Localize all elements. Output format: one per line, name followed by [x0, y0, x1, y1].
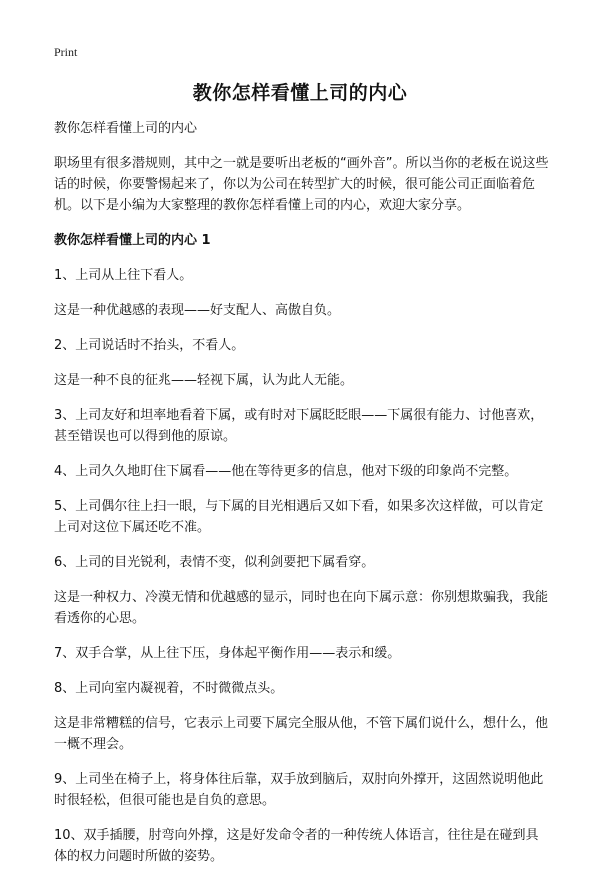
- subtitle: 教你怎样看懂上司的内心: [54, 121, 198, 136]
- paragraph: 1、上司从上往下看人。: [54, 268, 193, 283]
- paragraph: 5、上司偶尔往上扫一眼，与下属的目光相遇后又如下看，如果多次这样做，可以肯定上司对这位下属还吃不准。: [54, 499, 544, 535]
- paragraph: 2、上司说话时不抬头，不看人。: [54, 338, 245, 353]
- paragraph: 6、上司的目光锐利，表情不变，似利剑要把下属看穿。: [54, 555, 375, 570]
- paragraph: 这是一种优越感的表现——好支配人、高傲自负。: [54, 303, 341, 318]
- section-heading: 教你怎样看懂上司的内心 1: [54, 233, 211, 248]
- paragraph: 这是一种权力、冷漠无情和优越感的显示，同时也在向下属示意：你别想欺骗我，我能看透你的心思。: [54, 590, 549, 626]
- paragraph: 10、双手插腰，肘弯向外撑，这是好发命令者的一种传统人体语言，往往是在碰到具体的权力问题时所做的姿势。: [54, 828, 539, 864]
- print-label: Print: [54, 45, 78, 59]
- paragraph: 8、上司向室内凝视着，不时微微点头。: [54, 681, 284, 696]
- document-title: 教你怎样看懂上司的内心: [192, 82, 408, 104]
- paragraph: 3、上司友好和坦率地看着下属，或有时对下属眨眨眼——下属很有能力、讨他喜欢，甚至错误也可以得到他的原谅。: [54, 408, 544, 444]
- paragraph: 9、上司坐在椅子上，将身体往后靠，双手放到脑后，双肘向外撑开，这固然说明他此时很轻松，但很可能也是自负的意思。: [54, 772, 544, 808]
- paragraph: 这是非常糟糕的信号，它表示上司要下属完全服从他，不管下属们说什么，想什么，他一概不理会。: [54, 716, 549, 752]
- paragraph: 这是一种不良的征兆——轻视下属，认为此人无能。: [54, 373, 354, 388]
- document-body: [54, 118, 550, 881]
- paragraph: 7、双手合掌，从上往下压，身体起平衡作用——表示和缓。: [54, 646, 401, 661]
- paragraph: 4、上司久久地盯住下属看——他在等待更多的信息，他对下级的印象尚不完整。: [54, 464, 518, 479]
- intro-paragraph: 职场里有很多潜规则，其中之一就是要听出老板的“画外音”。所以当你的老板在说这些话的时候，你要警惕起来了，你以为公司在转型扩大的时候，很可能公司正面临着危机。以下是小编为大家整理的教你怎样看懂上司的内心，欢迎大家分享。: [54, 156, 549, 213]
